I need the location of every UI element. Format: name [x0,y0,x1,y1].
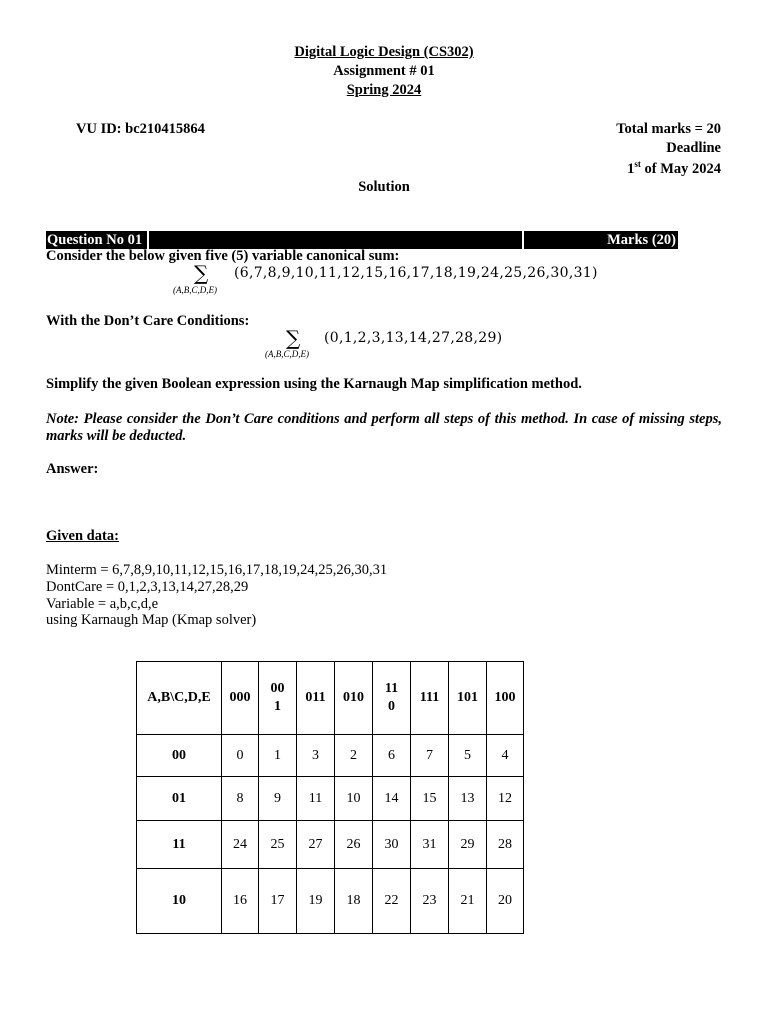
given-data-title: Given data: [46,528,119,544]
kmap-cell: 4 [487,735,524,777]
kmap-cell: 10 [335,777,373,821]
kmap-cell: 26 [335,821,373,869]
kmap-row-header: 10 [137,869,222,934]
total-marks: Total marks = 20 [616,121,721,137]
kmap-cell: 14 [373,777,411,821]
question-marks: Marks (20) [607,232,676,248]
kmap-col-header: 101 [449,662,487,735]
sum-subscript: (A,B,C,D,E) [173,285,217,295]
kmap-col-header: 010 [335,662,373,735]
kmap-cell: 30 [373,821,411,869]
kmap-cell: 20 [487,869,524,934]
kmap-cell: 9 [259,777,297,821]
kmap-row [137,735,524,777]
kmap-cell: 12 [487,777,524,821]
kmap-cell: 1 [259,735,297,777]
deadline-superscript: st [634,159,641,169]
kmap-cell: 21 [449,869,487,934]
kmap-cell: 29 [449,821,487,869]
kmap-cell: 28 [487,821,524,869]
kmap-cell: 13 [449,777,487,821]
deadline-label: Deadline [666,140,721,156]
kmap-cell: 6 [373,735,411,777]
kmap-cell: 3 [297,735,335,777]
kmap-cell: 25 [259,821,297,869]
kmap-row [137,821,524,869]
task-statement: Simplify the given Boolean expression using the Karnaugh Map simplification method. [46,376,582,392]
kmap-cell: 19 [297,869,335,934]
kmap-cell: 27 [297,821,335,869]
note-text: Note: Please consider the Don’t Care conditions and perform all steps of this method. In case of missing steps, marks will be deducted. [46,411,722,444]
kmap-header-row [137,662,524,735]
kmap-col-header: 111 [411,662,449,735]
deadline-day: 1 [627,160,635,177]
given-minterm: Minterm = 6,7,8,9,10,11,12,15,16,17,18,19,24,25,26,30,31 [46,562,388,578]
minterm-list: (6,7,8,9,10,11,12,15,16,17,18,19,24,25,26,30,31) [234,265,598,281]
kmap-cell: 11 [297,777,335,821]
given-variable: Variable = a,b,c,d,e [46,596,159,612]
given-method: using Karnaugh Map (Kmap solver) [46,612,257,628]
question-label: Question No 01 [47,232,143,248]
question-intro: Consider the below given five (5) variable canonical sum: [46,248,400,264]
vu-id: VU ID: bc210415864 [76,121,205,137]
bar-divider-right [522,231,524,249]
assignment-number: Assignment # 01 [333,63,435,79]
kmap-row-header: 11 [137,821,222,869]
kmap-col-header: 000 [222,662,259,735]
course-title: Digital Logic Design (CS302) [294,44,474,60]
answer-label: Answer: [46,461,99,477]
dont-care-label: With the Don’t Care Conditions: [46,313,250,329]
kmap-cell: 24 [222,821,259,869]
karnaugh-map-table [136,661,524,934]
kmap-col-header: 001 [259,662,297,735]
sigma-symbol: ∑ [194,261,209,285]
dont-care-subscript: (A,B,C,D,E) [265,349,309,359]
kmap-cell: 5 [449,735,487,777]
given-dontcare: DontCare = 0,1,2,3,13,14,27,28,29 [46,579,249,595]
kmap-corner-cell: A,B\C,D,E [137,662,222,735]
deadline-date [627,159,721,178]
kmap-cell: 17 [259,869,297,934]
kmap-col-header: 100 [487,662,524,735]
sigma-symbol-dont-care: ∑ [286,326,301,350]
kmap-row [137,869,524,934]
kmap-row-header: 01 [137,777,222,821]
question-header-bar [46,231,678,249]
semester: Spring 2024 [346,82,422,98]
kmap-cell: 22 [373,869,411,934]
kmap-cell: 2 [335,735,373,777]
kmap-cell: 7 [411,735,449,777]
dont-care-list: (0,1,2,3,13,14,27,28,29) [324,330,503,346]
kmap-cell: 18 [335,869,373,934]
bar-divider-left [147,231,149,249]
kmap-col-header: 110 [373,662,411,735]
kmap-cell: 16 [222,869,259,934]
kmap-row-header: 00 [137,735,222,777]
kmap-row [137,777,524,821]
solution-heading: Solution [358,179,410,195]
kmap-cell: 23 [411,869,449,934]
kmap-col-header: 011 [297,662,335,735]
kmap-cell: 8 [222,777,259,821]
kmap-cell: 0 [222,735,259,777]
kmap-cell: 15 [411,777,449,821]
kmap-cell: 31 [411,821,449,869]
deadline-rest: of May 2024 [640,160,721,177]
